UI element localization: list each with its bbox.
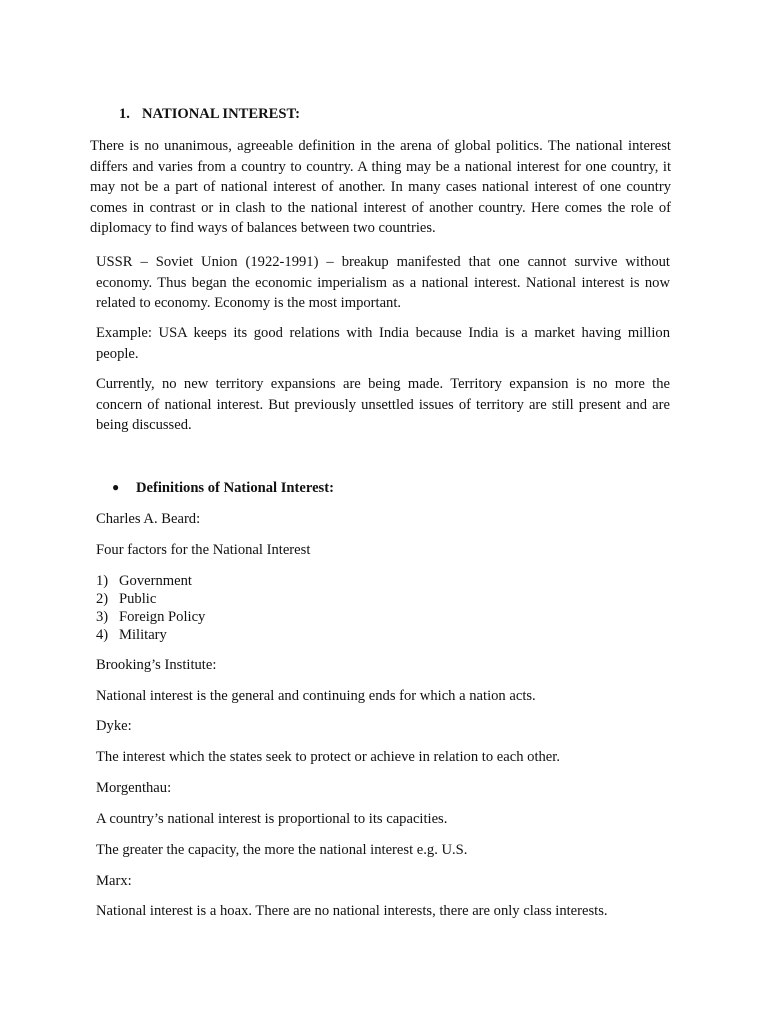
list-item-number: 4) [96,627,109,643]
morgenthau-text: A country’s national interest is proportional to its capacities. [96,811,448,827]
marx-name: Marx: [96,873,132,889]
beard-name: Charles A. Beard: [96,511,201,527]
list-item [96,590,205,608]
factors-list [96,572,205,644]
list-item-number: 1) [96,573,109,589]
section-number: 1. [119,106,130,122]
list-item-label: Foreign Policy [119,609,206,625]
intro-paragraph: There is no unanimous, agreeable definition in the arena of global politics. The national interest differs and varies from a country to country. A thing may be a national interest for one country, it may not be a part of national interest of another. In many cases national interest of one country comes in contrast or in clash to the national interest of another country. Here comes the role of diplomacy to find ways of balances between two countries. [90,138,671,237]
list-item-number: 2) [96,591,109,607]
ussr-paragraph: USSR – Soviet Union (1922-1991) – breakup manifested that one cannot survive without economy. Thus began the economic imperialism as a national interest. National interest is now related to economy. Economy is the most important. [96,254,670,312]
bullet-icon: ● [112,480,120,494]
brooking-name: Brooking’s Institute: [96,657,217,673]
beard-intro: Four factors for the National Interest [96,542,311,558]
list-item-label: Public [119,591,157,607]
territory-paragraph: Currently, no new territory expansions are being made. Territory expansion is no more the concern of national interest. But previously unsettled issues of territory are still present and are being discussed. [96,376,670,434]
brooking-text: National interest is the general and continuing ends for which a nation acts. [96,688,536,704]
section-heading [119,106,300,123]
list-item-number: 3) [96,609,109,625]
dyke-text: The interest which the states seek to protect or achieve in relation to each other. [96,749,560,765]
dyke-name: Dyke: [96,718,132,734]
list-item [96,572,205,590]
list-item-label: Government [119,573,192,589]
list-item [96,608,205,626]
example-paragraph: Example: USA keeps its good relations with India because India is a market having million people. [96,325,670,362]
definitions-heading-text: Definitions of National Interest: [136,480,334,496]
definitions-heading [112,480,334,497]
section-title: NATIONAL INTEREST: [142,106,301,122]
morgenthau-text-2: The greater the capacity, the more the national interest e.g. U.S. [96,842,468,858]
list-item-label: Military [119,627,167,643]
marx-text: National interest is a hoax. There are no national interests, there are only class interests. [96,903,608,919]
morgenthau-name: Morgenthau: [96,780,172,796]
list-item [96,626,205,644]
